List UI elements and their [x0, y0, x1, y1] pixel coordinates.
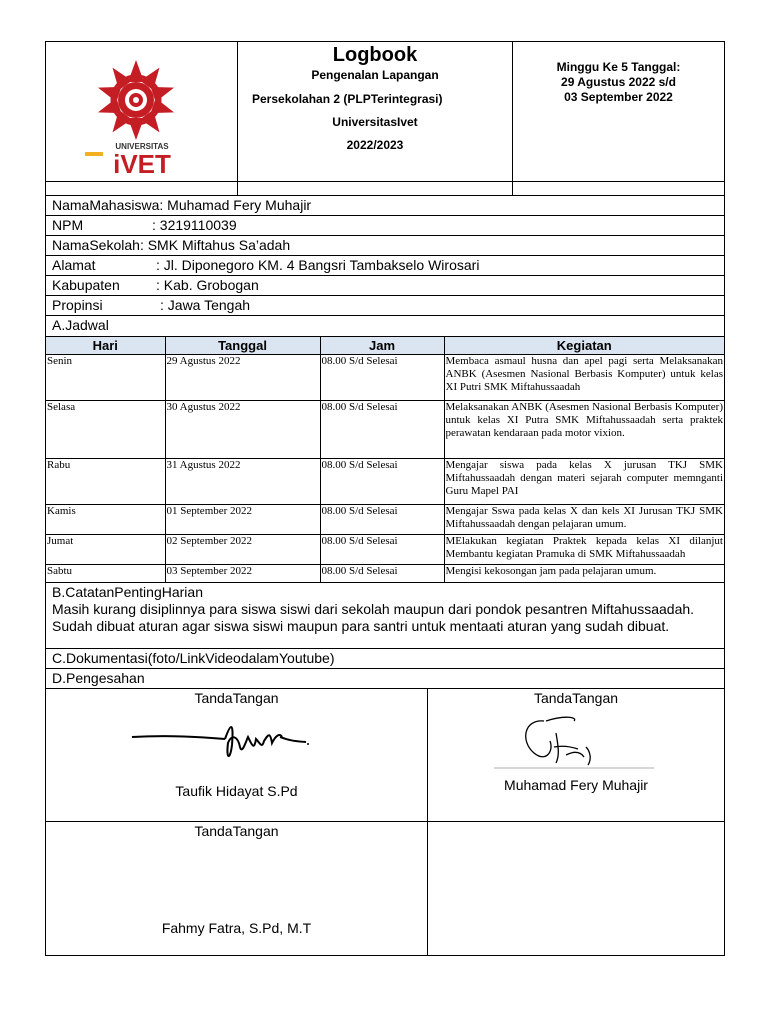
npm-row	[46, 216, 724, 236]
cell-kegiatan: Mengisi kekosongan jam pada pelajaran umum.	[444, 565, 724, 583]
cell-hari: Jumat	[46, 535, 165, 565]
table-row	[46, 565, 724, 583]
dokumentasi-title: C.Dokumentasi(foto/LinkVideodalamYoutube)	[52, 650, 335, 666]
cell-kegiatan: MElakukan kegiatan Praktek kepada kelas XI dilanjut Membantu kegiatan Pramuka di SMK Miftahussaadah	[444, 535, 724, 565]
signature-row-1	[46, 689, 724, 822]
col-header-jam: Jam	[320, 337, 444, 355]
cell-tanggal: 02 September 2022	[165, 535, 320, 565]
week-line-2: 29 Agustus 2022 s/d	[561, 75, 676, 89]
table-row	[46, 355, 724, 401]
cell-tanggal: 03 September 2022	[165, 565, 320, 583]
logbook-title: Logbook	[332, 44, 418, 66]
npm-value: : 3219110039	[152, 217, 237, 233]
signature-image-2	[494, 711, 654, 771]
cell-tanggal: 30 Agustus 2022	[165, 401, 320, 459]
alamat-row	[46, 256, 724, 276]
jadwal-title-row	[46, 316, 724, 336]
alamat-label: Alamat	[52, 257, 96, 273]
col-header-hari: Hari	[46, 337, 165, 355]
week-cell	[513, 42, 724, 181]
signature-cell-2	[428, 689, 724, 821]
signer-name-1: Taufik Hidayat S.Pd	[175, 783, 298, 799]
table-row	[46, 459, 724, 505]
signature-row-2	[46, 822, 724, 955]
sign-label-2: TandaTangan	[533, 690, 619, 706]
subtitle-line-1: Pengenalan Lapangan	[311, 68, 439, 82]
cell-hari: Selasa	[46, 401, 165, 459]
nama-sekolah: NamaSekolah: SMK Miftahus Sa’adah	[52, 237, 291, 253]
header	[46, 42, 724, 182]
table-row	[46, 401, 724, 459]
npm-label: NPM	[52, 217, 84, 233]
header-spacer-row	[46, 182, 724, 196]
kabupaten-value: : Kab. Grobogan	[156, 277, 259, 293]
sign-label-1: TandaTangan	[194, 690, 279, 706]
cell-hari: Senin	[46, 355, 165, 401]
cell-kegiatan: Melaksanakan ANBK (Asesmen Nasional Berbasis Komputer) untuk kelas XI Putra SMK Miftahussaadah serta praktek perawatan kendaraan pada motor vixion.	[444, 401, 724, 459]
university-logo	[46, 42, 238, 182]
jadwal-title: A.Jadwal	[52, 317, 109, 333]
title-cell	[238, 42, 513, 181]
signer-name-3: Fahmy Fatra, S.Pd, M.T	[161, 920, 312, 936]
sign-label-3: TandaTangan	[194, 823, 279, 839]
propinsi-row	[46, 296, 724, 316]
cell-jam: 08.00 S/d Selesai	[320, 535, 444, 565]
cell-tanggal: 01 September 2022	[165, 505, 320, 535]
logo-brand: iVET	[113, 149, 171, 179]
cell-kegiatan: Mengajar Sswa pada kelas X dan kels XI Jurusan TKJ SMK Miftahussaadah dengan pelajaran umum.	[444, 505, 724, 535]
subtitle-line-4: 2022/2023	[346, 138, 404, 152]
catatan-line-2: Sudah dibuat aturan agar siswa siswi maupun para santri untuk mentaati aturan yang sudah dibuat.	[52, 618, 670, 634]
jadwal-table	[46, 336, 724, 583]
propinsi-label: Propinsi	[52, 297, 103, 313]
cell-hari: Sabtu	[46, 565, 165, 583]
cell-kegiatan: Mengajar siswa pada kelas X jurusan TKJ SMK Miftahussaadah dengan materi sejarah computer memnganti Guru Mapel PAI	[444, 459, 724, 505]
jadwal-header-row	[46, 337, 724, 355]
table-row	[46, 535, 724, 565]
subtitle-line-3: UniversitasIvet	[332, 115, 418, 129]
signature-cell-3	[46, 822, 428, 955]
week-line-3: 03 September 2022	[564, 90, 673, 104]
pengesahan-title: D.Pengesahan	[52, 670, 145, 686]
cell-tanggal: 29 Agustus 2022	[165, 355, 320, 401]
catatan-section	[46, 583, 724, 649]
col-header-kegiatan: Kegiatan	[444, 337, 724, 355]
cell-hari: Kamis	[46, 505, 165, 535]
cell-jam: 08.00 S/d Selesai	[320, 401, 444, 459]
cell-jam: 08.00 S/d Selesai	[320, 565, 444, 583]
col-header-tanggal: Tanggal	[165, 337, 320, 355]
cell-jam: 08.00 S/d Selesai	[320, 459, 444, 505]
signature-cell-1	[46, 689, 428, 821]
nama-mahasiswa: NamaMahasiswa: Muhamad Fery Muhajir	[52, 197, 312, 213]
signer-name-2: Muhamad Fery Muhajir	[504, 777, 648, 793]
dokumentasi-row	[46, 649, 724, 669]
logo-cell	[46, 42, 238, 181]
nama-mahasiswa-row	[46, 196, 724, 216]
cell-hari: Rabu	[46, 459, 165, 505]
kabupaten-label: Kabupaten	[52, 277, 120, 293]
subtitle-line-2: Persekolahan 2 (PLPTerintegrasi)	[252, 92, 443, 106]
alamat-value: : Jl. Diponegoro KM. 4 Bangsri Tambakselo Wirosari	[156, 257, 480, 273]
week-line-1: Minggu Ke 5 Tanggal:	[556, 60, 681, 74]
cell-jam: 08.00 S/d Selesai	[320, 505, 444, 535]
propinsi-value: : Jawa Tengah	[160, 297, 251, 313]
logbook-document	[45, 41, 725, 956]
kabupaten-row	[46, 276, 724, 296]
cell-jam: 08.00 S/d Selesai	[320, 355, 444, 401]
pengesahan-row	[46, 669, 724, 689]
table-row	[46, 505, 724, 535]
signature-image-1	[130, 715, 330, 765]
signature-cell-4	[428, 822, 724, 955]
catatan-line-1: Masih kurang disiplinnya para siswa siswi dari sekolah maupun dari pondok pesantren Miftahussaadah.	[52, 601, 695, 617]
nama-sekolah-row	[46, 236, 724, 256]
cell-tanggal: 31 Agustus 2022	[165, 459, 320, 505]
catatan-title: B.CatatanPentingHarian	[52, 584, 203, 600]
cell-kegiatan: Membaca asmaul husna dan apel pagi serta Melaksanakan ANBK (Asesmen Nasional Berbasis Komputer) untuk kelas XI Putri SMK Miftahussaadah	[444, 355, 724, 401]
logo-caption: UNIVERSITAS	[115, 142, 169, 151]
